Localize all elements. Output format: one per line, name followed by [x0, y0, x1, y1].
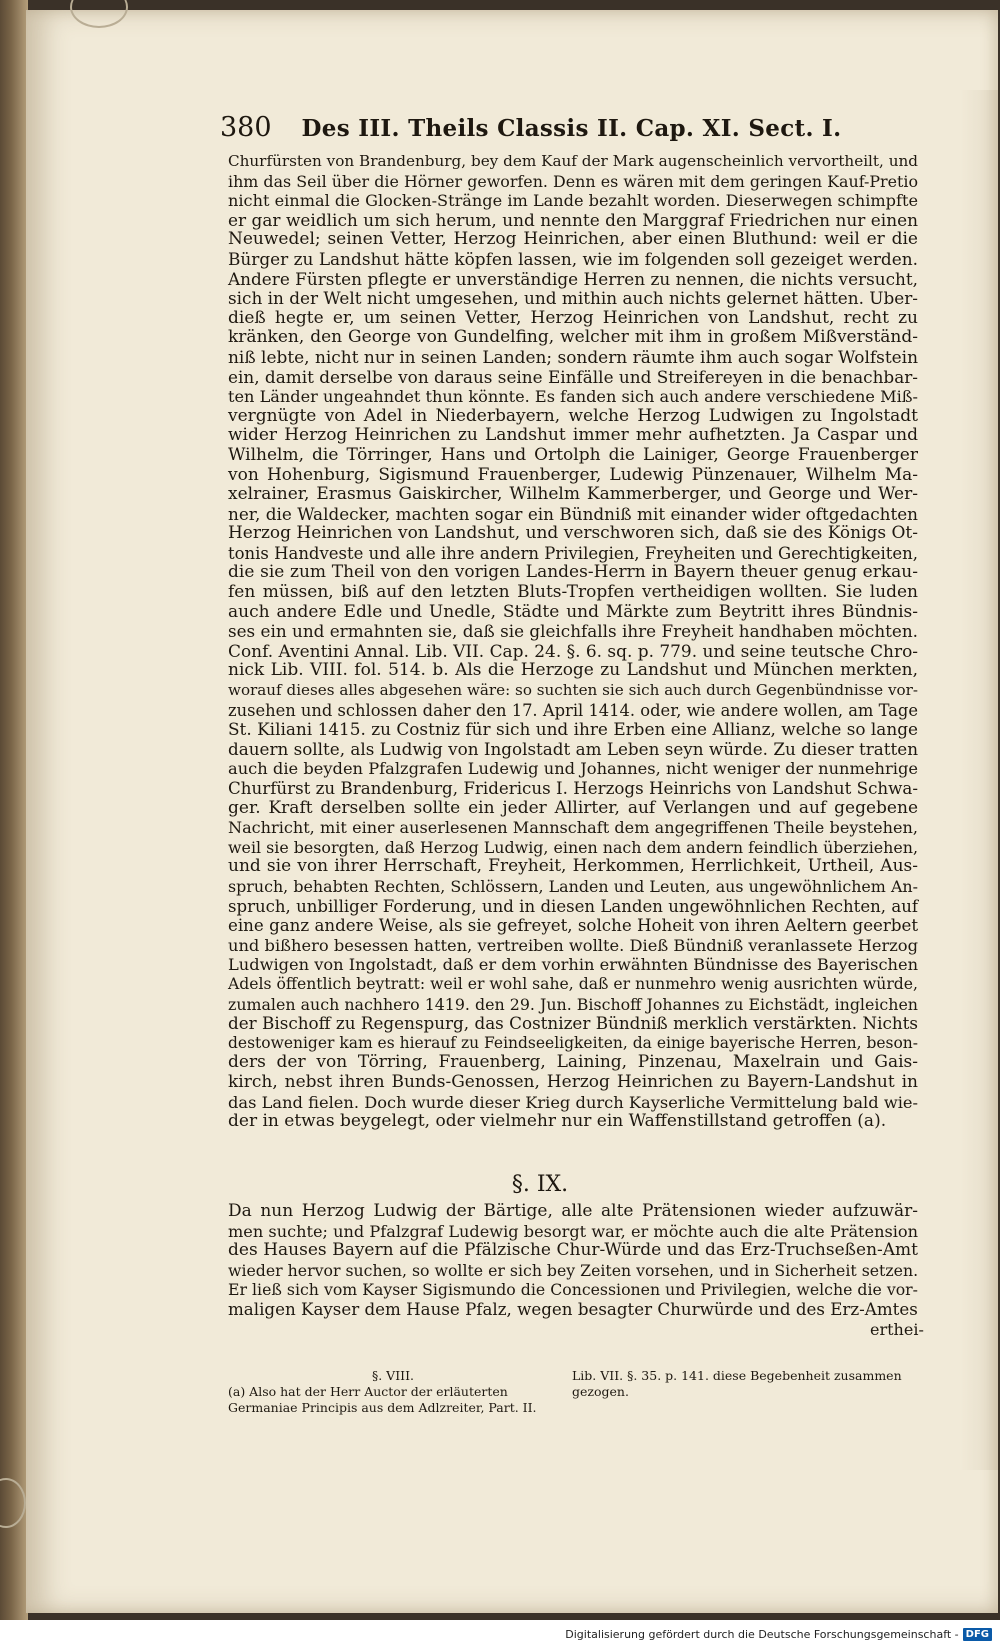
- footnote-heading: §. VIII.: [371, 1368, 414, 1383]
- text-line: Nachricht, mit einer auserlesenen Mannschaft dem angegriffenen Theile beystehen,: [228, 818, 918, 838]
- book-edge: [0, 0, 28, 1620]
- digitization-note: Digitalisierung gefördert durch die Deutsche Forschungsgemeinschaft -: [565, 1628, 959, 1641]
- text-line: dauern sollte, als Ludwig von Ingolstadt am Leben seyn würde. Zu dieser tratten: [228, 738, 918, 759]
- text-line: Bürger zu Landshut hätte köpfen lassen, wie im folgenden soll gezeiget werden.: [228, 248, 918, 269]
- section-heading: §. IX.: [511, 1172, 569, 1197]
- text-line: nicht einmal die Glocken-Stränge im Lande bezahlt worden. Dieserwegen schimpfte: [228, 191, 918, 211]
- text-line: der in etwas beygelegt, oder vielmehr nur ein Waffenstillstand getroffen (a).: [228, 1111, 887, 1132]
- text-line: Ludwigen von Ingolstadt, daß er dem vorhin erwähnten Bündnisse des Bayerischen: [228, 955, 919, 975]
- text-line: eine ganz andere Weise, als sie gefreyet, solche Hoheit von ihren Aeltern geerbet: [228, 916, 919, 936]
- text-line: weil sie besorgten, daß Herzog Ludwig, einen nach dem andern feindlich überziehen,: [228, 837, 918, 857]
- footnote-line: gezogen.: [572, 1384, 629, 1399]
- text-line: men suchte; und Pfalzgraf Ludewig besorgt war, er möchte auch die alte Prätension: [228, 1221, 918, 1241]
- text-line: auch die beyden Pfalzgrafen Ludewig und Johannes, nicht weniger der nunmehrige: [228, 759, 918, 779]
- text-line: nick Lib. VIII. fol. 514. b. Als die Herzoge zu Landshut und München merkten,: [228, 660, 918, 681]
- footnote-line: (a) Also hat der Herr Auctor der erläuterten: [228, 1384, 508, 1399]
- text-line: zumalen auch nachhero 1419. den 29. Jun. Bischoff Johannes zu Eichstädt, ingleichen: [228, 994, 918, 1014]
- body-text: [228, 152, 918, 1132]
- footnote-right: [572, 1368, 918, 1400]
- text-line: auch andere Edle und Unedle, Städte und Märkte zum Beytritt ihres Bündnis-: [228, 601, 918, 622]
- text-line: er gar weidlich um sich herum, und nennte den Marggraf Friedrichen nur einen: [228, 209, 918, 230]
- section-text: [228, 1202, 918, 1320]
- text-line: zusehen und schlossen daher den 17. April 1414. oder, wie andere wollen, am Tage: [228, 700, 918, 720]
- text-line: ner, die Waldecker, machten sogar ein Bündniß mit einander wider oftgedachten: [228, 503, 918, 524]
- text-line: Herzog Heinrichen von Landshut, und verschworen sich, daß sie des Königs Ot-: [228, 523, 918, 544]
- text-line: die sie zum Theil von den vorigen Landes-Herrn in Bayern theuer genug erkau-: [228, 562, 918, 583]
- text-line: des Hauses Bayern auf die Pfälzische Chur-Würde und das Erz-Truchseßen-Amt: [228, 1240, 918, 1261]
- text-line: Churfürsten von Brandenburg, bey dem Kauf der Mark augenscheinlich vervortheilt, und: [228, 152, 918, 170]
- text-line: ihm das Seil über die Hörner geworfen. Denn es wären mit dem geringen Kauf-Pretio: [228, 171, 918, 191]
- page-header: [220, 112, 910, 143]
- text-line: wider Herzog Heinrichen zu Landshut immer mehr aufhetzten. Ja Caspar und: [228, 425, 918, 446]
- text-line: maligen Kayser dem Hause Pfalz, wegen besagter Churwürde und des Erz-Amtes: [228, 1299, 918, 1319]
- footnote-line: Germaniae Principis aus dem Adlzreiter, Part. II.: [228, 1400, 537, 1415]
- text-line: spruch, behabten Rechten, Schlössern, Landen und Leuten, aus ungewöhnlichem An-: [228, 876, 918, 896]
- running-head: Des III. Theils Classis II. Cap. XI. Sect. I.: [301, 115, 842, 142]
- text-line: spruch, unbilliger Forderung, und in diesen Landen ungewöhnlichen Rechten, auf: [228, 896, 918, 916]
- footnote-line: Lib. VII. §. 35. p. 141. diese Begebenheit zusammen: [572, 1368, 902, 1383]
- text-line: ders der von Törring, Frauenberg, Laining, Pinzenau, Maxelrain und Gais-: [228, 1052, 918, 1073]
- text-line: sich in der Welt nicht umgesehen, und mithin auch nichts gelernet hätten. Uber-: [228, 288, 918, 309]
- text-line: ein, damit derselbe von daraus seine Einfälle und Streifereyen in die benachbar-: [228, 366, 918, 387]
- text-line: niß lebte, nicht nur in seinen Landen; sondern räumte ihm auch sogar Wolfstein: [228, 346, 918, 367]
- text-line: ten Länder ungeahndet thun könnte. Es fanden sich auch andere verschiedene Miß-: [228, 387, 918, 407]
- text-line: und bißhero besessen hatten, vertreiben wollte. Dieß Bündniß veranlassete Herzog: [228, 935, 918, 955]
- catchword: erthei-: [870, 1320, 924, 1339]
- text-line: xelrainer, Erasmus Gaiskircher, Wilhelm Kammerberger, und George und Wer-: [228, 484, 918, 505]
- text-line: wieder hervor suchen, so wollte er sich bey Zeiten vorsehen, und in Sicherheit setzen.: [228, 1260, 919, 1280]
- text-line: Andere Fürsten pflegte er unverständige Herren zu nennen, die nichts versucht,: [228, 268, 918, 289]
- text-line: Adels öffentlich beytratt: weil er wohl sahe, daß er nunmehro wenig ausrichten würde,: [228, 974, 918, 993]
- text-line: von Hohenburg, Sigismund Frauenberger, Ludewig Pünzenauer, Wilhelm Ma-: [228, 464, 918, 485]
- text-line: Neuwedel; seinen Vetter, Herzog Heinrichen, aber einen Bluthund: weil er die: [228, 229, 918, 250]
- page-shadow: [960, 90, 998, 1470]
- text-line: ses ein und ermahnten sie, daß sie gleichfalls ihre Freyheit handhaben möchten.: [228, 621, 918, 642]
- text-line: Conf. Aventini Annal. Lib. VII. Cap. 24. §. 6. sq. p. 779. und seine teutsche Chro-: [228, 640, 918, 661]
- text-line: destoweniger kam es hierauf zu Feindseeligkeiten, da einige bayerische Herren, beson-: [228, 1033, 918, 1052]
- text-line: fen müssen, biß auf den letzten Bluts-Tropfen vertheidigen wollten. Sie luden: [228, 582, 918, 603]
- text-line: vergnügte von Adel in Niederbayern, welche Herzog Ludwigen zu Ingolstadt: [228, 405, 918, 426]
- text-line: Wilhelm, die Törringer, Hans und Ortolph die Lainiger, George Frauenberger: [228, 444, 918, 465]
- footnote-left: [228, 1368, 558, 1416]
- digitization-footer: [565, 1628, 992, 1641]
- text-line: Er ließ sich vom Kayser Sigismundo die Concessionen und Privilegien, welche die vor-: [228, 1280, 918, 1300]
- text-line: dieß hegte er, um seinen Vetter, Herzog Heinrichen von Landshut, recht zu: [228, 307, 918, 328]
- dfg-logo: DFG: [963, 1628, 992, 1641]
- text-line: St. Kiliani 1415. zu Costniz für sich und ihre Erben eine Allianz, welche so lange: [228, 719, 918, 740]
- text-line: kränken, den George von Gundelfing, welcher mit ihm in großem Mißverständ-: [228, 327, 918, 348]
- text-line: tonis Handveste und alle ihre andern Privilegien, Freyheiten und Gerechtigkeiten,: [228, 543, 918, 563]
- text-line: worauf dieses alles abgesehen wäre: so suchten sie sich auch durch Gegenbündnisse vor-: [228, 681, 918, 700]
- text-line: Churfürst zu Brandenburg, Fridericus I. Herzogs Heinrichs von Landshut Schwa-: [228, 779, 918, 798]
- text-line: der Bischoff zu Regenspurg, das Costnizer Bündniß merklich verstärkten. Nichts: [228, 1013, 918, 1034]
- text-line: kirch, nebst ihren Bunds-Genossen, Herzog Heinrichen zu Bayern-Landshut in: [228, 1071, 918, 1092]
- text-line: Da nun Herzog Ludwig der Bärtige, alle alte Prätensionen wieder aufzuwär-: [228, 1201, 918, 1221]
- text-line: das Land fielen. Doch wurde dieser Krieg durch Kayserliche Vermittelung bald wie-: [228, 1092, 918, 1112]
- page-number: 380: [220, 112, 272, 143]
- text-line: ger. Kraft derselben sollte ein jeder Allirter, auf Verlangen und auf gegebene: [228, 797, 918, 818]
- text-line: und sie von ihrer Herrschaft, Freyheit, Herkommen, Herrlichkeit, Urtheil, Aus-: [228, 856, 918, 877]
